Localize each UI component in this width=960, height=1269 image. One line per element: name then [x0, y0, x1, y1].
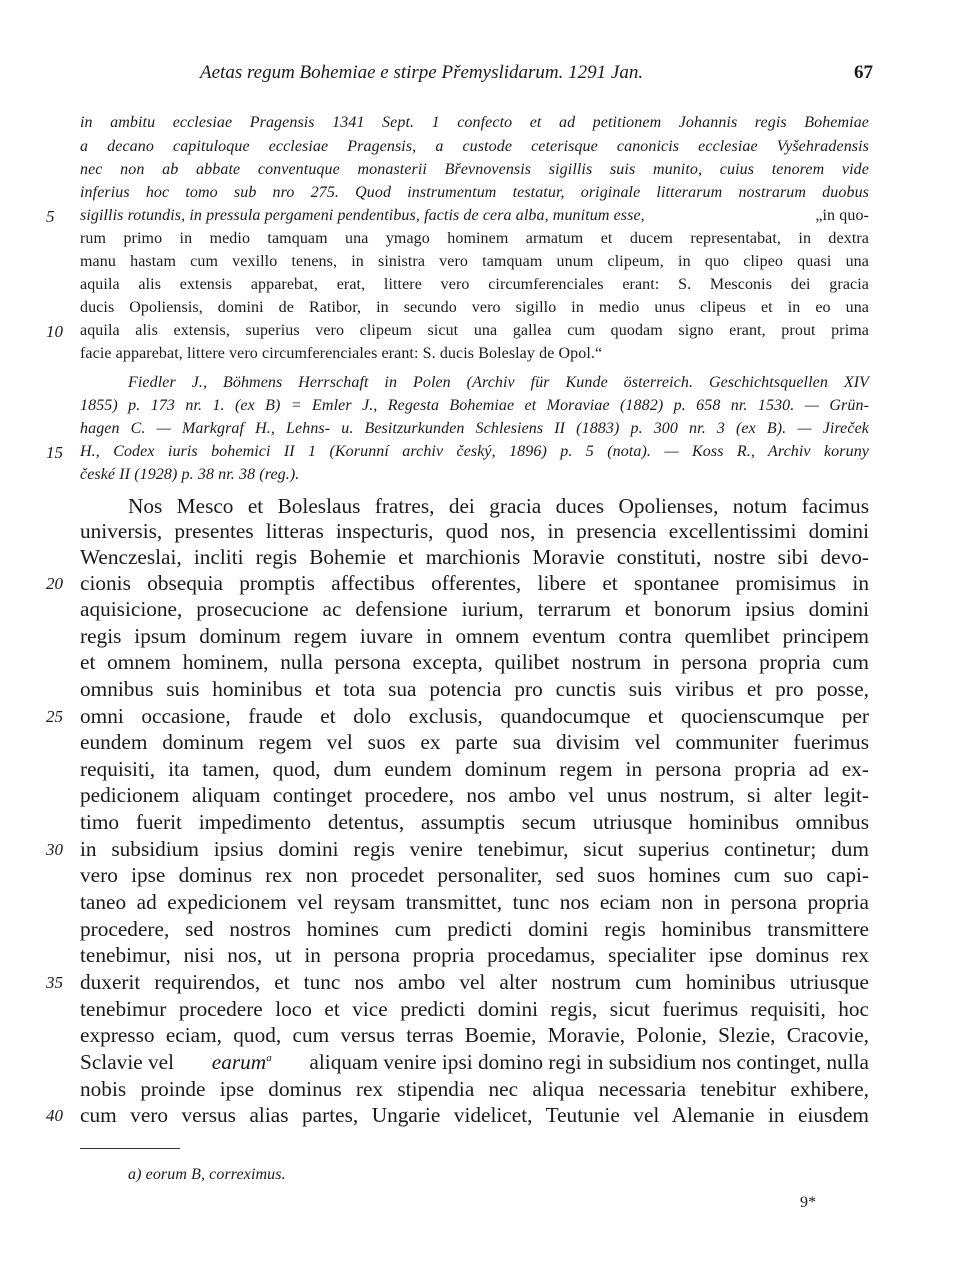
running-header: [80, 62, 873, 88]
text-line: nobis proinde ipse dominus rex stipendia nec aliqua necessaria tenebitur exhibere,: [80, 1077, 869, 1101]
line-number: 15: [46, 443, 63, 462]
line-number: 30: [46, 840, 63, 859]
intro-line: aquila alis extensis, superius vero clipeum sicut una gallea cum quodam signo erant, prout prima: [80, 322, 869, 339]
text-line: in subsidium ipsius domini regis venire tenebimur, sicut superius continetur; dum: [80, 837, 869, 861]
text-line: taneo ad expedicionem vel reysam transmittet, tunc nos eciam non in persona propria: [80, 890, 869, 914]
text-line: eundem dominum regem vel suos ex parte sua divisim vel communiter fuerimus: [80, 730, 869, 754]
line-number: 5: [46, 207, 55, 226]
text-line: timo fuerit impedimento detentus, assumptis secum utriusque hominibus omnibus: [80, 810, 869, 834]
biblio-line: české II (1928) p. 38 nr. 38 (reg.).: [80, 466, 300, 483]
biblio-line: 1855) p. 173 nr. 1. (ex B) = Emler J., Regesta Bohemiae et Moraviae (1882) p. 658 nr. 1530. — Grün-: [80, 397, 869, 414]
text-line: omni occasione, fraude et dolo exclusis, quandocumque et quocienscumque per: [80, 704, 869, 728]
text-line: requisiti, ita tamen, quod, dum eundem dominum regem in persona propria ad ex-: [80, 757, 869, 781]
line-number: 20: [46, 574, 63, 593]
intro-line-italic: sigillis rotundis, in pressula pergameni pendentibus, factis de cera alba, munitum esse,: [80, 207, 645, 224]
text-line: universis, presentes litteras inspecturis, quod nos, in presencia excellentissimi domini: [80, 519, 869, 543]
text-line: regis ipsum dominum regem iuvare in omnem eventum contra quemlibet principem: [80, 624, 869, 648]
intro-line: a decano capituloque ecclesiae Pragensis, a custode ceterisque canonicis ecclesiae Vyšehradensis: [80, 138, 869, 155]
text-line: pedicionem aliquam continget procedere, nos ambo vel unus nostrum, si alter legit-: [80, 783, 869, 807]
text-segment: Sclavie vel: [80, 1050, 175, 1074]
emended-word: earum$^a$: [211, 1050, 272, 1074]
running-title: Aetas regum Bohemiae e stirpe Přemyslidarum. 1291 Jan.: [200, 62, 644, 83]
intro-line: inferius hoc tomo sub nro 275. Quod instrumentum testatur, originale litterarum nostrarum duobus: [80, 184, 869, 201]
intro-line: in ambitu ecclesiae Pragensis 1341 Sept. 1 confecto et ad petitionem Johannis regis Bohemiae: [80, 114, 869, 131]
footnote: a) eorum B, correximus.: [128, 1166, 286, 1183]
intro-line: manu hastam cum vexillo tenens, in sinistra vero tamquam unum clipeum, in quo clipeo quasi una: [80, 253, 869, 270]
text-line: tenebimur, nisi nos, ut in persona propria procedamus, specialiter ipse dominus rex: [80, 943, 869, 967]
text-line: Wenczeslai, incliti regis Bohemie et marchionis Moravie constituti, nostre sibi devo-: [80, 545, 869, 569]
signature-mark: 9*: [800, 1194, 817, 1211]
text-line: cionis obsequia promptis affectibus offerentes, libere et spontanee promisimus in: [80, 571, 869, 595]
biblio-line: Fiedler J., Böhmens Herrschaft in Polen (Archiv für Kunde österreich. Geschichtsquellen XIV: [128, 374, 869, 391]
biblio-line: hagen C. — Markgraf H., Lehns- u. Besitzurkunden Schlesiens II (1883) p. 300 nr. 3 (ex B). — Jireček: [80, 420, 869, 437]
text-line: vero ipse dominus rex non procedet personaliter, sed suos homines cum suo capi-: [80, 863, 869, 887]
intro-line: [80, 207, 869, 225]
intro-line: nec non ab abbate conventuque monasterii Břevnovensis sigillis suis munito, cuius tenorem vide: [80, 161, 869, 178]
text-line: cum vero versus alias partes, Ungarie videlicet, Teutunie vel Alemanie in eiusdem: [80, 1103, 869, 1127]
text-line: procedere, sed nostros homines cum predicti domini regis hominibus transmittere: [80, 917, 869, 941]
intro-line: ducis Opoliensis, domini de Ratibor, in secundo vero sigillo in medio unus clipeus et in eo una: [80, 299, 869, 316]
text-line: duxerit requirendos, et tunc nos ambo vel alter nostrum cum hominibus utriusque: [80, 970, 869, 994]
text-line: aquisicione, prosecucione ac defensione iurium, terrarum et bonorum ipsius domini: [80, 597, 869, 621]
intro-line-quote-start: „in quo-: [815, 207, 869, 224]
page-number: 67: [854, 62, 873, 83]
biblio-line: H., Codex iuris bohemici II 1 (Korunní archiv český, 1896) p. 5 (nota). — Koss R., Archiv koruny: [80, 443, 869, 460]
text-line: tenebimur procedere loco et vice predicti domini regis, sicut fuerimus requisiti, hoc: [80, 997, 869, 1021]
line-number: 35: [46, 973, 63, 992]
text-line: [80, 1050, 869, 1075]
line-number: 10: [46, 322, 63, 341]
intro-line: rum primo in medio tamquam una ymago hominem armatum et ducem representabat, in dextra: [80, 230, 869, 247]
text-line: et omnem hominem, nulla persona excepta, quilibet nostrum in persona propria cum: [80, 650, 869, 674]
footnote-marker: a: [266, 1051, 272, 1064]
text-segment: aliquam venire ipsi domino regi in subsidium nos continget, nulla: [309, 1050, 869, 1074]
text-line: omnibus suis hominibus et tota sua potencia pro cunctis suis viribus et pro posse,: [80, 677, 869, 701]
footnote-rule: [80, 1148, 180, 1149]
text-line: expresso eciam, quod, cum versus terras Boemie, Moravie, Polonie, Slezie, Cracovie,: [80, 1023, 869, 1047]
line-number: 25: [46, 707, 63, 726]
intro-line: facie apparebat, littere vero circumferenciales erant: S. ducis Boleslay de Opol.“: [80, 345, 603, 362]
text-line: Nos Mesco et Boleslaus fratres, dei gracia duces Opolienses, notum facimus: [128, 494, 869, 518]
line-number: 40: [46, 1106, 63, 1125]
intro-line: aquila alis extensis apparebat, erat, littere vero circumferenciales erant: S. Mesconis dei gracia: [80, 276, 869, 293]
